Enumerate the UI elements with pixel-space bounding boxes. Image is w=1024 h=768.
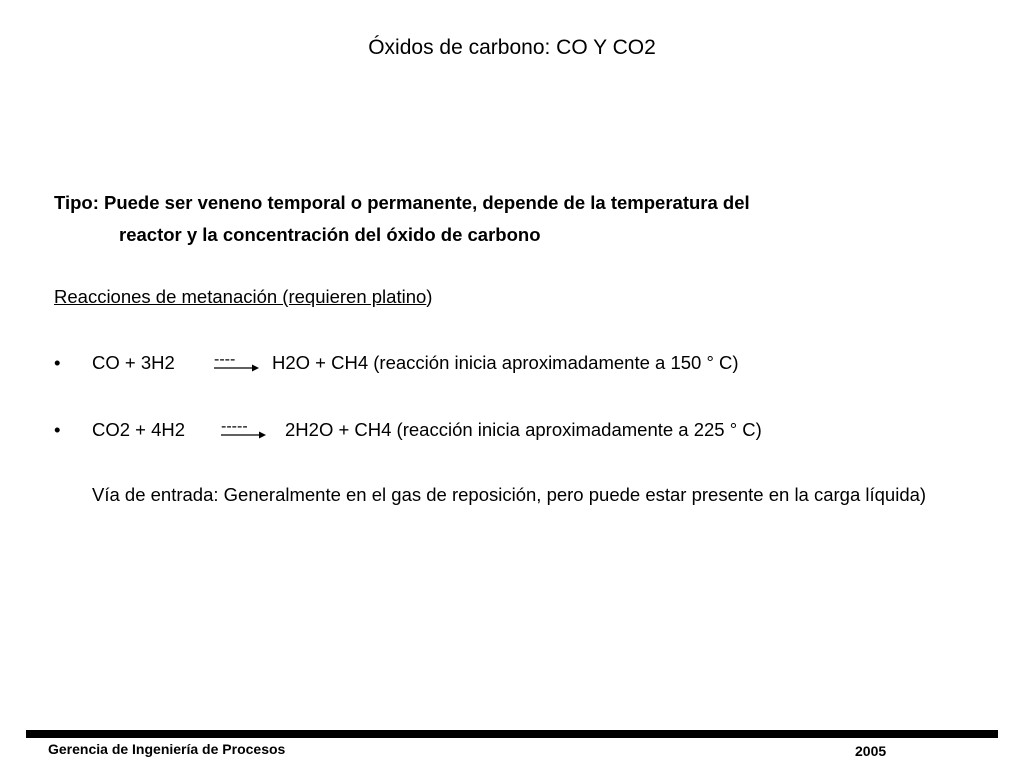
bullet-icon: • [54,419,61,440]
reaction-reactants: CO + 3H2 [92,352,175,373]
tipo-line-2: reactor y la concentración del óxido de carbono [119,224,541,245]
footer-year: 2005 [855,743,887,759]
reaction-arrow-icon [219,420,269,440]
arrow-dashes: ----- [221,420,248,435]
footer-divider [26,730,998,738]
reaction-reactants: CO2 + 4H2 [92,419,186,440]
footer-organization: Gerencia de Ingeniería de Procesos [48,741,286,757]
reaction-arrow-icon [212,353,262,373]
arrow-dashes: ---- [214,353,236,368]
reactions-heading-text: Reacciones de metanación (requieren platino [54,286,427,307]
reaction-products: 2H2O + CH4 (reacción inicia aproximadamente a 225 ° C) [285,419,762,440]
via-entrada-paragraph: Vía de entrada: Generalmente en el gas de reposición, pero puede estar presente en la carga líquida) [92,484,927,505]
reaction-products: H2O + CH4 (reacción inicia aproximadamente a 150 ° C) [272,352,739,373]
bullet-icon: • [54,352,61,373]
tipo-paragraph [54,187,954,251]
tipo-line-1: Tipo: Puede ser veneno temporal o permanente, depende de la temperatura del [54,192,750,213]
reactions-heading-suffix: ) [426,286,433,307]
slide-title: Óxidos de carbono: CO Y CO2 [368,36,656,59]
reactions-heading [54,286,432,308]
